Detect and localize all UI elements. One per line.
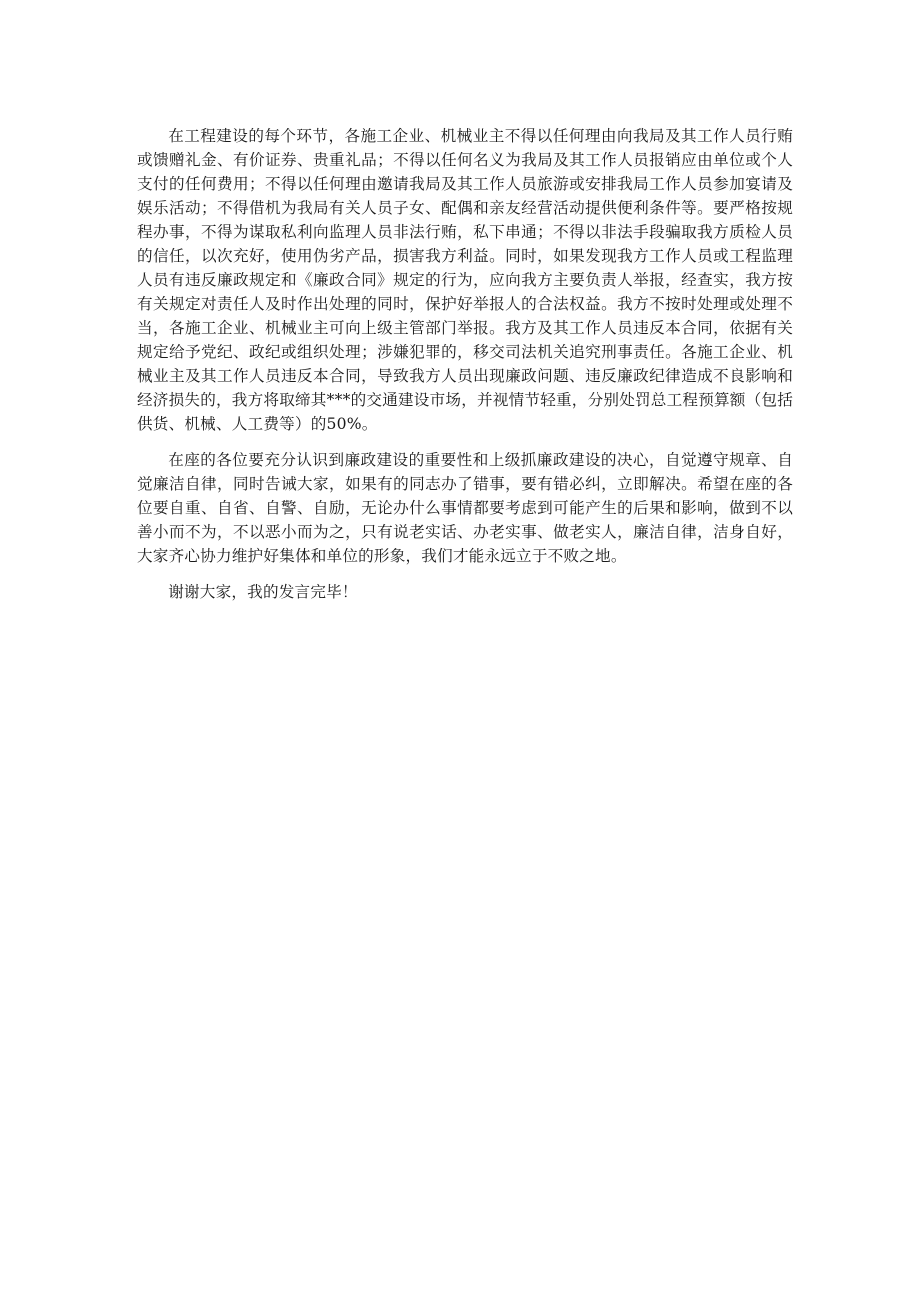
paragraph-closing: 谢谢大家，我的发言完毕！ bbox=[168, 583, 358, 601]
paragraph-integrity-rules: 在工程建设的每个环节，各施工企业、机械业主不得以任何理由向我局及其工作人员行贿或馈赠礼金、有价证券、贵重礼品；不得以任何名义为我局及其工作人员报销应由单位或个人支付的任何费用；不得以任何理由邀请我局及其工作人员旅游或安排我局工作人员参加宴请及娱乐活动；不得借机为我局有关人员子女、配偶和亲友经营活动提供便利条件等。要严格按规程办事，不得为谋取私利向监理人员非法行贿，私下串通；不得以非法手段骗取我方质检人员的信任，以次充好，使用伪劣产品，损害我方利益。同时，如果发现我方工作人员或工程监理人员有违反廉政规定和《廉政合同》规定的行为，应向我方主要负责人举报，经查实，我方按有关规定对责任人及时作出处理的同时，保护好举报人的合法权益。我方不按时处理或处理不当，各施工企业、机械业主可向上级主管部门举报。我方及其工作人员违反本合同，依据有关规定给予党纪、政纪或组织处理；涉嫌犯罪的，移交司法机关追究刑事责任。各施工企业、机械业主及其工作人员违反本合同，导致我方人员出现廉政问题、违反廉政纪律造成不良影响和经济损失的，我方将取缔其***的交通建设市场，并视情节轻重，分别处罚总工程预算额（包括供货、机械、人工费等）的50%。 bbox=[137, 127, 793, 433]
paragraph-self-discipline: 在座的各位要充分认识到廉政建设的重要性和上级抓廉政建设的决心，自觉遵守规章、自觉廉洁自律，同时告诫大家，如果有的同志办了错事，要有错必纠，立即解决。希望在座的各位要自重、自省、自警、自励，无论办什么事情都要考虑到可能产生的后果和影响，做到不以善小而不为，不以恶小而为之，只有说老实话、办老实事、做老实人，廉洁自律，洁身自好，大家齐心协力维护好集体和单位的形象，我们才能永远立于不败之地。 bbox=[137, 451, 793, 565]
document-body bbox=[137, 124, 793, 616]
